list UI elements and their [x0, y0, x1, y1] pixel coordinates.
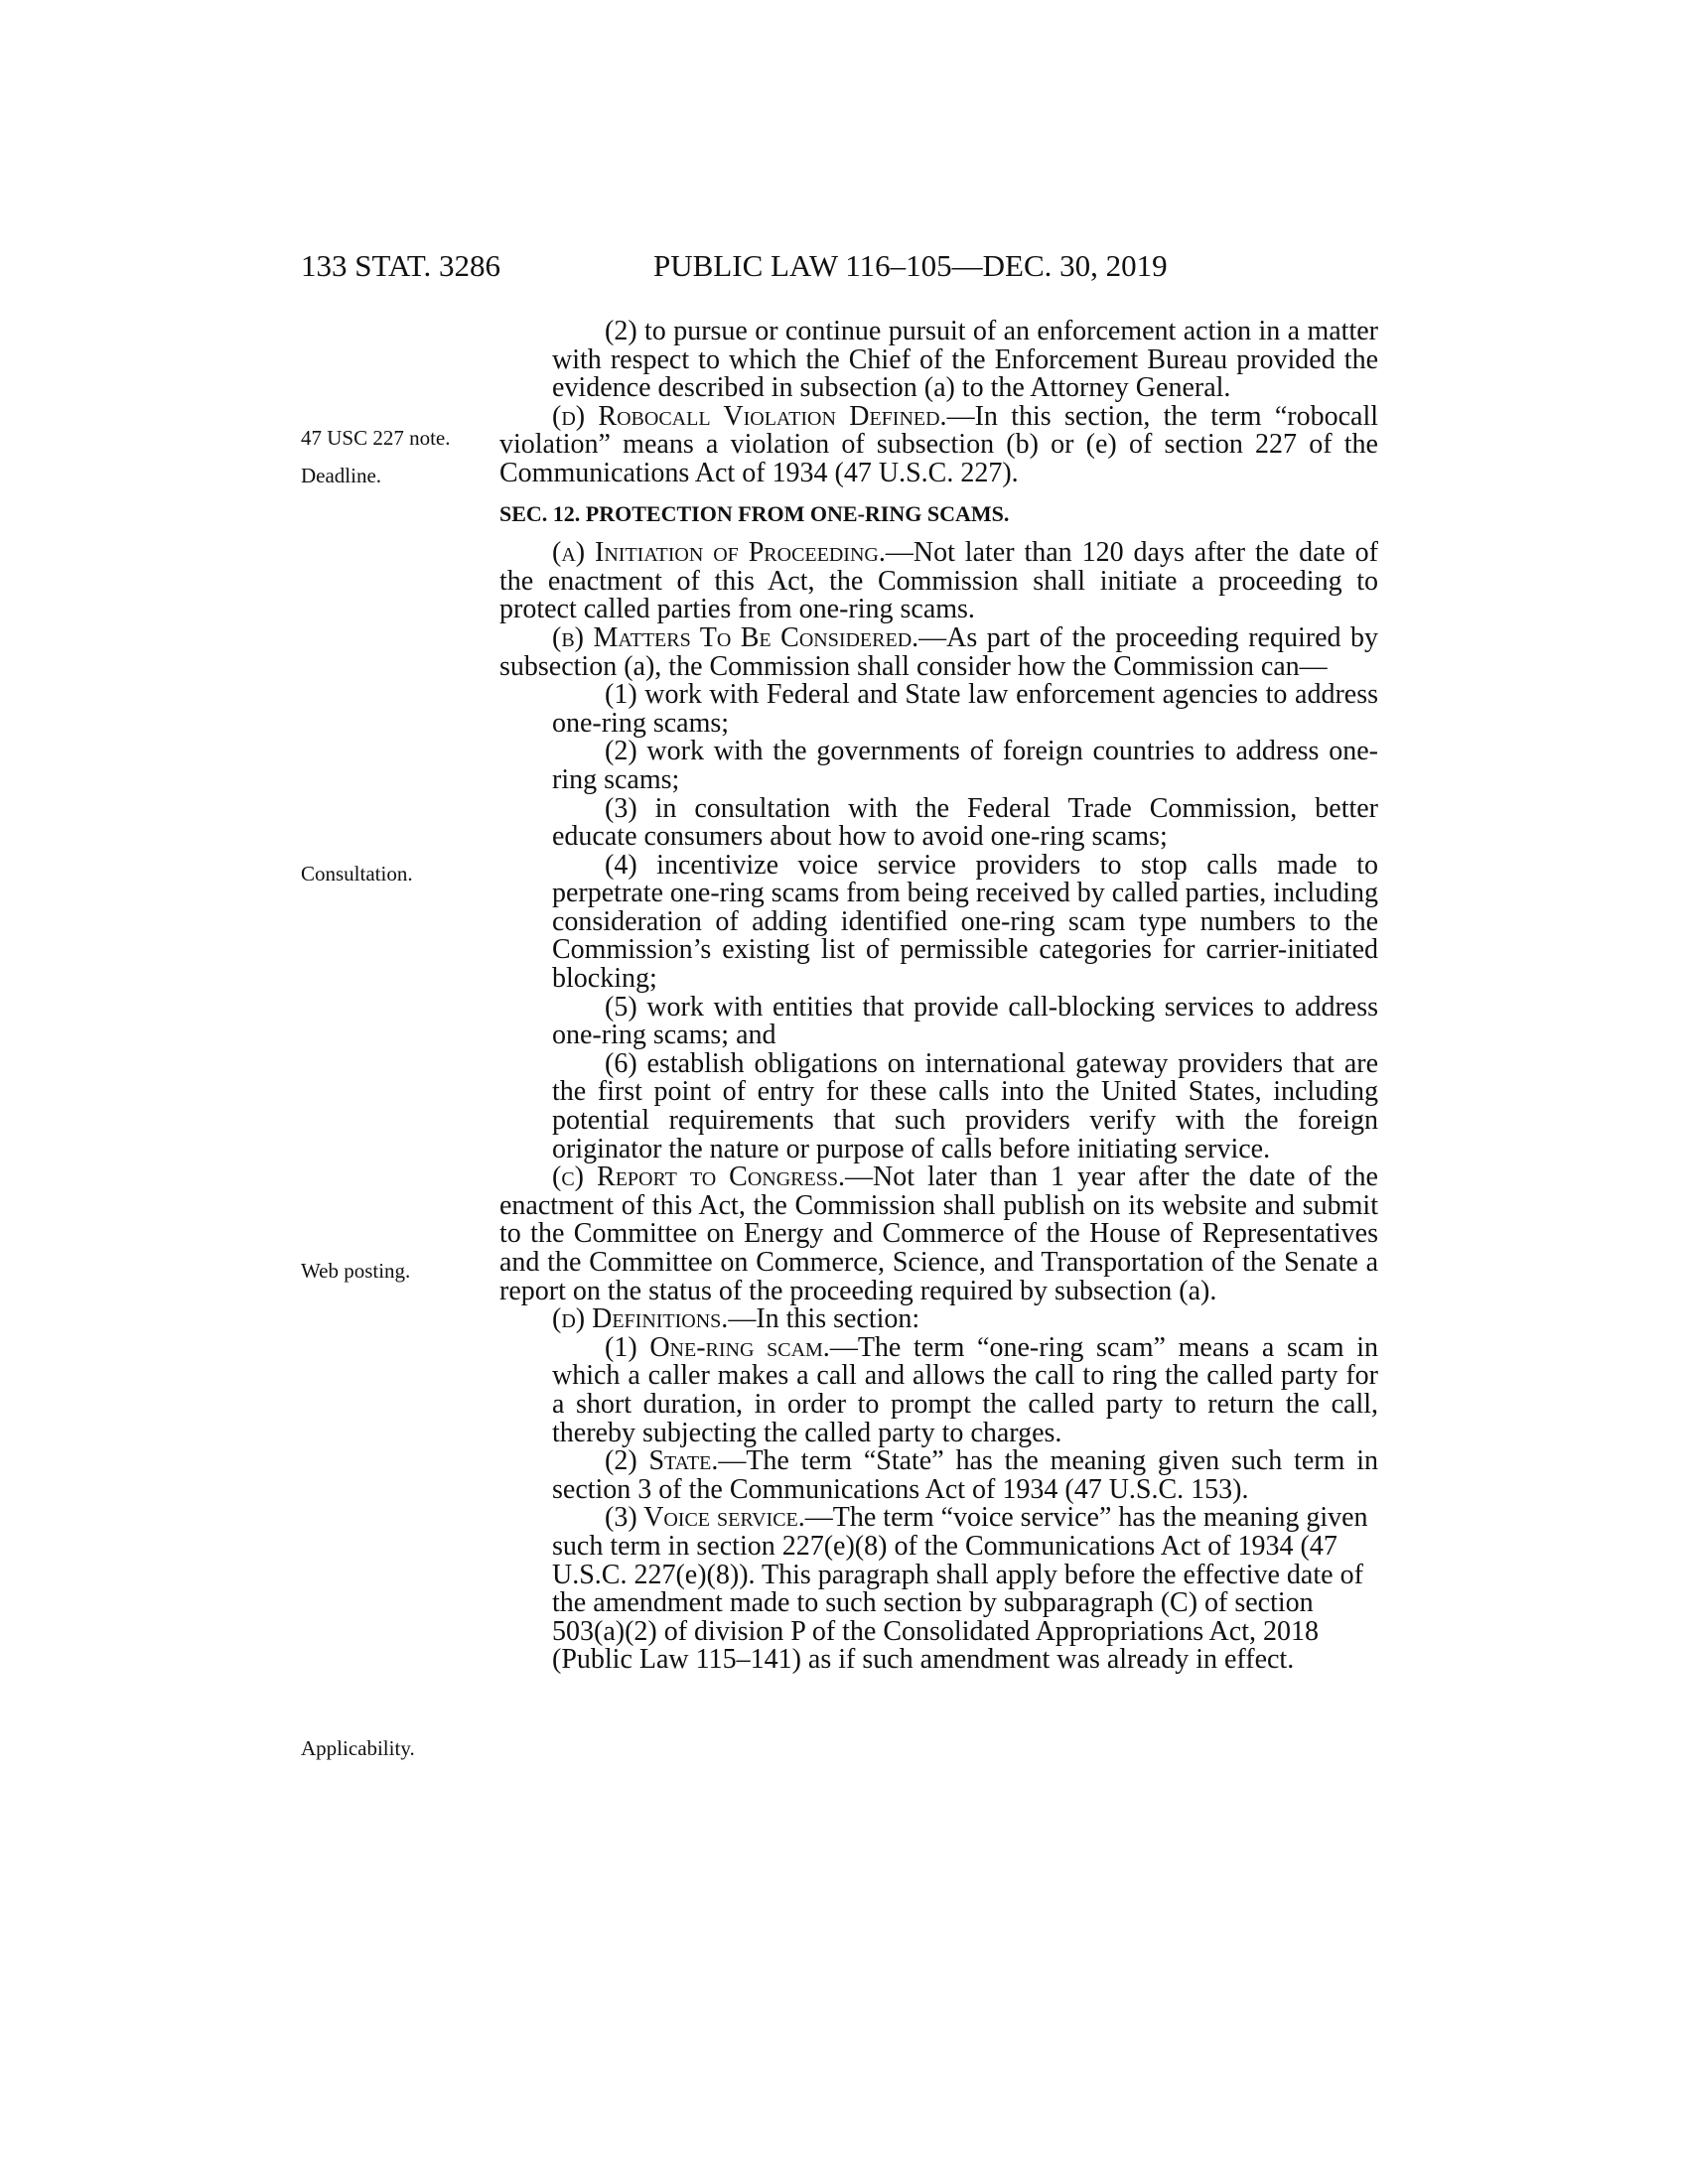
heading-matters: (b) Matters To Be Considered. [552, 621, 919, 653]
paragraph-d-robocall [499, 400, 1378, 488]
heading-initiation: (a) Initiation of Proceeding. [552, 537, 886, 569]
paragraph-b-matters [499, 621, 1378, 682]
item-b4: (4) incentivize voice service providers to stop calls made to perpetrate one-ring scams from being received by called parties, including consideration of adding identified one-ring scam type numbers to the Commission’s existing list of permissible categories for carrier-initiated blocking; [552, 849, 1378, 995]
definition-voice-service [552, 1504, 1378, 1675]
item-b6: (6) establish obligations on international gateway providers that are the first point of entry for these calls into the United States, including potential requirements that such providers verify with the foreign originator the nature or purpose of calls before initiating service. [552, 1047, 1378, 1164]
paragraph-d-definitions [499, 1305, 1378, 1334]
heading-state: (2) State. [605, 1445, 719, 1477]
page-header [301, 246, 1378, 286]
margin-note-deadline: Deadline. [301, 464, 382, 487]
item-b1: (1) work with Federal and State law enforcement agencies to address one-ring scams; [552, 679, 1378, 739]
margin-note-usc: 47 USC 227 note. [301, 426, 451, 450]
report-text: —Not later than 1 year after the date of the enactment of this Act, the Commission shall publish on its website and submit to the Committee on Energy and Commerce of the House of Representatives and the Committee on Commerce, Science, and Transportation of the Senate a report on the status of the proceeding required by subsection (a). [499, 1161, 1378, 1306]
heading-robocall-violation: (d) Robocall Violation Defined. [552, 400, 947, 432]
initiation-text: —Not later than 120 days after the date of the enactment of this Act, the Commission shall initiate a proceeding to protect called parties from one-ring scams. [499, 537, 1378, 625]
voice-service-text: —The term “voice service” has the meaning given such term in section 227(e)(8) of the Communications Act of 1934 (47 U.S.C. 227(e)(8)). This paragraph shall apply before the effective date of the amendment made to such section by subparagraph (C) of section 503(a)(2) of division P of the Consolidated Appropriations Act, 2018 (Public Law 115–141) as if such amendment was already in effect. [552, 1502, 1368, 1676]
one-ring-scam-text: —The term “one-ring scam” means a scam in which a caller makes a call and allows the call to ring the called party for a short duration, in order to prompt the called party to return the call, thereby subjecting the called party to charges. [552, 1331, 1378, 1448]
state-text: —The term “State” has the meaning given such term in section 3 of the Communications Act of 1934 (47 U.S.C. 153). [552, 1445, 1379, 1505]
stat-page-number: 133 STAT. 3286 [301, 248, 501, 283]
heading-definitions: (d) Definitions. [552, 1303, 729, 1335]
definition-state [552, 1447, 1378, 1504]
document-body [499, 318, 1378, 1675]
matters-text: —As part of the proceeding required by subsection (a), the Commission shall consider how the Commission can— [499, 621, 1378, 682]
item-b5: (5) work with entities that provide call-blocking services to address one-ring scams; and [552, 991, 1378, 1051]
paragraph-c-report [499, 1163, 1378, 1305]
paragraph-c2: (2) to pursue or continue pursuit of an enforcement action in a matter with respect to which the Chief of the Enforcement Bureau provided the evidence described in subsection (a) to the Attorney General. [552, 316, 1378, 404]
definition-one-ring-scam [552, 1331, 1378, 1448]
paragraph-a-initiation [499, 539, 1378, 624]
definitions-text: —In this section: [728, 1303, 920, 1335]
section-heading: SEC. 12. PROTECTION FROM ONE-RING SCAMS. [499, 500, 1010, 526]
public-law-title: PUBLIC LAW 116–105—DEC. 30, 2019 [653, 248, 1168, 283]
margin-note-web-posting: Web posting. [301, 1259, 411, 1283]
heading-voice-service: (3) Voice service. [605, 1502, 805, 1534]
heading-one-ring-scam: (1) One-ring scam. [605, 1331, 830, 1363]
item-b3: (3) in consultation with the Federal Trade Commission, better educate consumers about how to avoid one-ring scams; [552, 792, 1378, 853]
heading-report: (c) Report to Congress. [552, 1161, 845, 1193]
robocall-definition-text: —In this section, the term “robocall violation” means a violation of subsection (b) or (e) of section 227 of the Communications Act of 1934 (47 U.S.C. 227). [499, 400, 1378, 488]
margin-note-consultation: Consultation. [301, 862, 413, 886]
item-b2: (2) work with the governments of foreign countries to address one-ring scams; [552, 736, 1378, 795]
margin-note-applicability: Applicability. [301, 1736, 415, 1760]
